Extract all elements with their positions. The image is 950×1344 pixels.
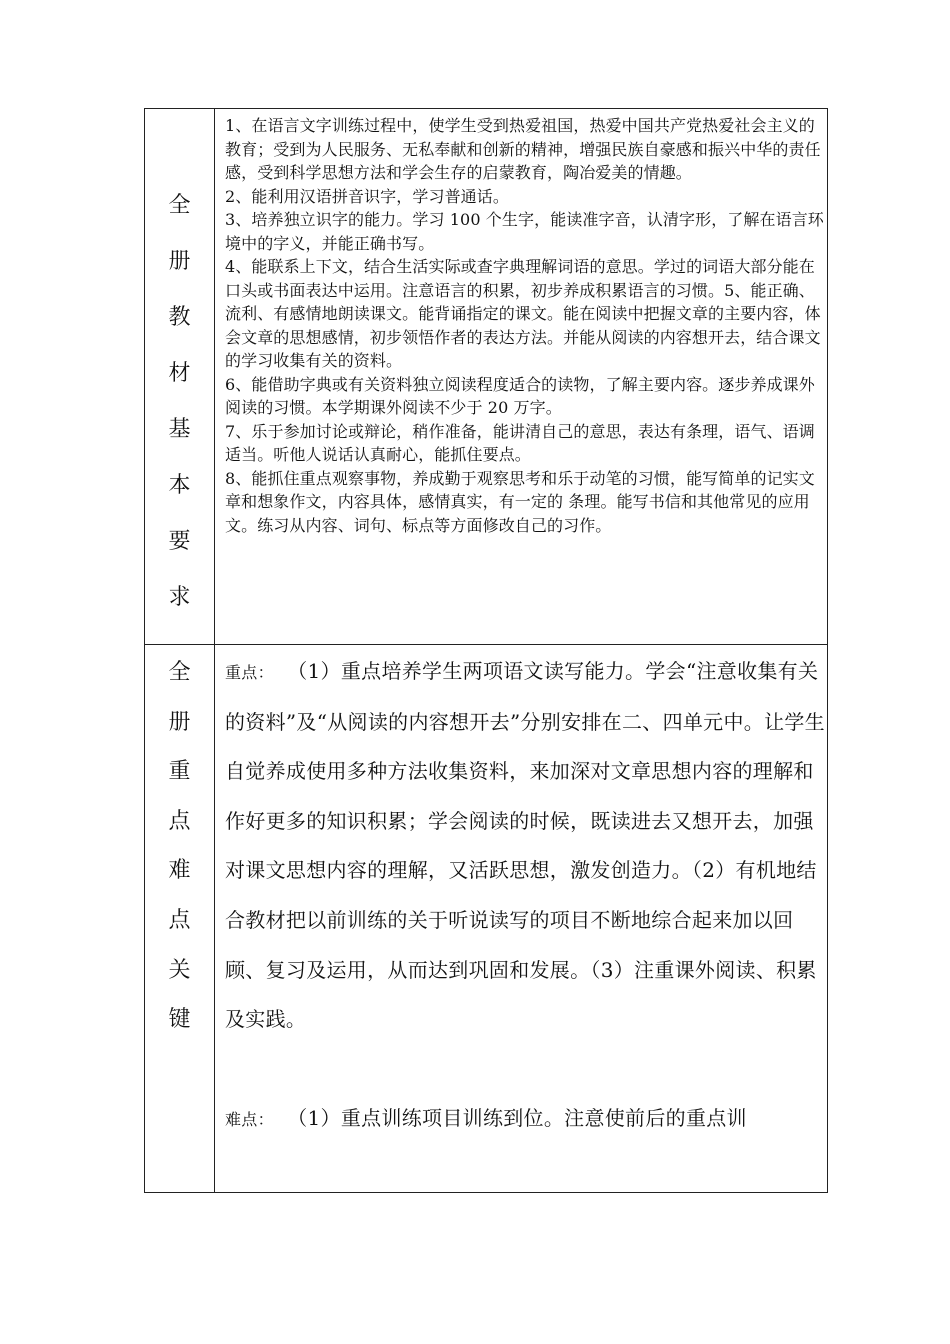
difficulty-label: 难点： bbox=[225, 1109, 274, 1129]
requirement-item: 6、能借助字典或有关资料独立阅读程度适合的读物，了解主要内容。逐步养成课外阅读的习惯。本学期课外阅读不少于 20 万字。 bbox=[225, 374, 815, 417]
label-char: 教 bbox=[168, 305, 191, 330]
label-char: 重 bbox=[168, 759, 191, 785]
requirement-item: 2、能利用汉语拼音识字，学习普通话。 bbox=[225, 186, 509, 206]
row-label-basic-requirements bbox=[145, 195, 214, 609]
key-difficult-points-text bbox=[225, 647, 825, 1144]
label-char: 难 bbox=[168, 858, 191, 884]
basic-requirements-text bbox=[225, 114, 825, 537]
column-divider bbox=[214, 109, 215, 1192]
label-char: 册 bbox=[168, 709, 191, 735]
label-char: 点 bbox=[168, 907, 191, 933]
curriculum-table bbox=[144, 108, 828, 1193]
key-points-paragraph bbox=[225, 647, 825, 1045]
label-char: 材 bbox=[168, 361, 191, 386]
label-char: 点 bbox=[168, 808, 191, 834]
requirement-item: 4、能联系上下文，结合生活实际或查字典理解词语的意思。学过的词语大部分能在口头或书面表达中运用。注意语言的积累，初步养成积累语言的习惯。5、能正确、流利、有感情地朗读课文。能背诵指定的课文。能在阅读中把握文章的主要内容，体会文章的思想感情，初步领悟作者的表达方法。并能从阅读的内容想开去，结合课文的学习收集有关的资料。 bbox=[225, 257, 821, 370]
label-char: 关 bbox=[168, 957, 191, 983]
requirement-item: 1、在语言文字训练过程中，使学生受到热爱祖国，热爱中国共产党热爱社会主义的教育；受到为人民服务、无私奉献和创新的精神，增强民族自豪感和振兴中华的责任感，受到科学思想方法和学会生存的启蒙教育，陶冶爱美的情趣。 bbox=[225, 116, 821, 182]
label-char: 全 bbox=[168, 193, 191, 218]
difficulty-body: （1）重点训练项目训练到位。注意使前后的重点训 bbox=[287, 1105, 747, 1130]
difficulty-paragraph bbox=[225, 1094, 825, 1145]
key-points-label: 重点： bbox=[225, 663, 274, 682]
label-char: 求 bbox=[168, 585, 191, 610]
requirement-item: 3、培养独立识字的能力。学习 100 个生字，能读准字音，认清字形，了解在语言环境中的字义，并能正确书写。 bbox=[225, 210, 824, 253]
row-label-key-difficult-points bbox=[145, 662, 214, 1031]
requirement-item: 7、乐于参加讨论或辩论，稍作准备，能讲清自己的意思，表达有条理，语气、语调适当。听他人说话认真耐心，能抓住要点。 bbox=[225, 421, 815, 464]
key-points-body: （1）重点培养学生两项语文读写能力。学会“注意收集有关的资料”及“从阅读的内容想开去”分别安排在二、四单元中。让学生自觉养成使用多种方法收集资料，来加深对文章思想内容的理解和作好更多的知识积累；学会阅读的时候，既读进去又想开去，加强对课文思想内容的理解，又活跃思想，激发创造力。（2）有机地结合教材把以前训练的关于听说读写的项目不断地综合起来加以回顾、复习及运用，从而达到巩固和发展。（3）注重课外阅读、积累及实践。 bbox=[225, 659, 825, 1032]
label-char: 全 bbox=[168, 660, 191, 685]
label-char: 键 bbox=[168, 1007, 191, 1033]
label-char: 要 bbox=[168, 529, 191, 554]
label-char: 册 bbox=[168, 249, 191, 274]
row-divider bbox=[145, 644, 827, 645]
label-char: 基 bbox=[168, 417, 191, 442]
requirement-item: 8、能抓住重点观察事物，养成勤于观察思考和乐于动笔的习惯，能写简单的记实文章和想象作文，内容具体，感情真实，有一定的 条理。能写书信和其他常见的应用文。练习从内容、词句、标点等方面修改自己的习作。 bbox=[225, 468, 815, 535]
label-char: 本 bbox=[168, 473, 191, 498]
